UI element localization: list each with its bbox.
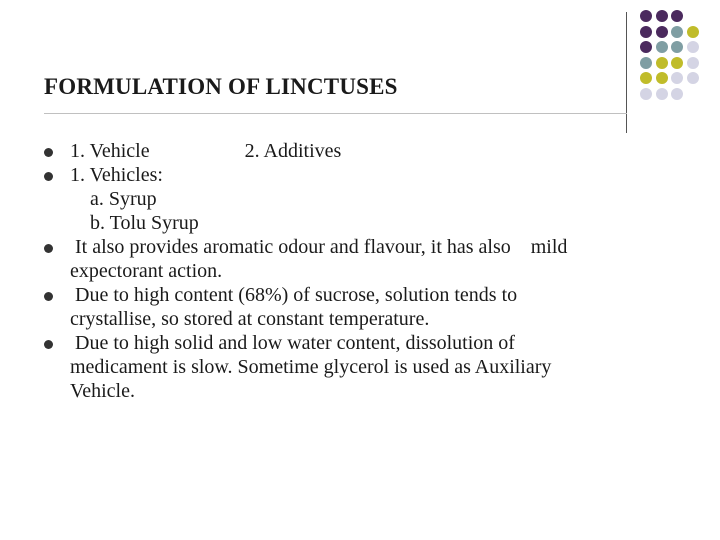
bullet-text-line: crystallise, so stored at constant temperature. — [70, 308, 430, 330]
bullet-text-line: b. Tolu Syrup — [70, 212, 199, 234]
bullet-text-line: It also provides aromatic odour and flavour, it has also mild — [70, 236, 568, 258]
bullet-marker — [44, 172, 53, 181]
bullet-text-line: Due to high solid and low water content, dissolution of — [70, 332, 515, 354]
bullet-text-line: expectorant action. — [70, 260, 223, 282]
bullet-text-line: Vehicle. — [70, 380, 135, 402]
bullet-marker — [44, 292, 53, 301]
bullet-text-line: Due to high content (68%) of sucrose, solution tends to — [70, 284, 518, 306]
bullet-marker — [44, 340, 53, 349]
bullet-text-line: 1. Vehicle 2. Additives — [70, 140, 342, 162]
bullet-text-line: a. Syrup — [70, 188, 157, 210]
bullet-marker — [44, 148, 53, 157]
slide-title: FORMULATION OF LINCTUSES — [44, 74, 398, 99]
bullet-text-line: medicament is slow. Sometime glycerol is used as Auxiliary — [70, 356, 552, 378]
bullet-marker — [44, 244, 53, 253]
bullet-text-line: 1. Vehicles: — [70, 164, 163, 186]
